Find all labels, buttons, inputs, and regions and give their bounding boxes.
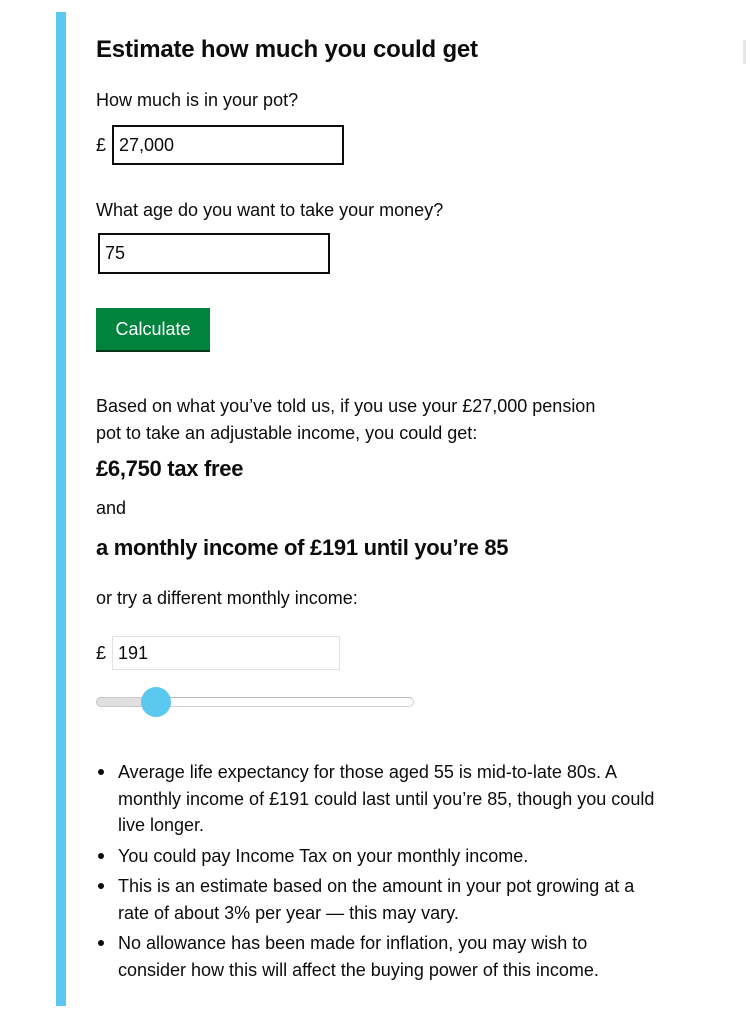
note-text: You could pay Income Tax on your monthly income.	[118, 845, 529, 866]
pot-input[interactable]	[112, 125, 344, 165]
try-different-label: or try a different monthly income:	[96, 588, 358, 608]
age-label: What age do you want to take your money?	[96, 200, 444, 220]
result-intro-line2: pot to take an adjustable income, you could get:	[96, 423, 478, 443]
monthly-income-slider[interactable]	[96, 690, 416, 714]
pot-input-row	[96, 125, 344, 165]
list-item	[96, 930, 656, 983]
tax-free-amount: £6,750 tax free	[96, 456, 244, 481]
result-intro	[96, 393, 595, 447]
age-input-row	[98, 233, 330, 274]
list-item	[96, 759, 656, 839]
note-text: This is an estimate based on the amount in your pot growing at a rate of about 3% per year — this may vary.	[118, 876, 635, 923]
pot-label: How much is in your pot?	[96, 90, 299, 110]
note-text: No allowance has been made for inflation, you may wish to consider how this will affect the buying power of this income.	[118, 933, 599, 980]
income-input-row	[96, 636, 340, 670]
monthly-income-result: a monthly income of £191 until you’re 85	[96, 535, 509, 560]
and-text: and	[96, 498, 127, 518]
calculate-button[interactable]: Calculate	[96, 308, 210, 350]
bullet-icon	[98, 769, 104, 775]
pound-sign: £	[96, 642, 107, 663]
accent-bar	[56, 12, 66, 1006]
notes-list	[96, 759, 656, 987]
bullet-icon	[98, 853, 104, 859]
pound-sign: £	[96, 134, 107, 155]
list-item	[96, 873, 656, 926]
result-intro-line1: Based on what you’ve told us, if you use your £27,000 pension	[96, 396, 596, 416]
page-title: Estimate how much you could get	[96, 36, 478, 63]
bullet-icon	[98, 883, 104, 889]
age-input[interactable]	[98, 233, 330, 274]
monthly-income-input[interactable]	[112, 636, 340, 670]
note-text: Average life expectancy for those aged 55 is mid-to-late 80s. A monthly income of £191 could last until you’re 85, though you could live longer.	[118, 762, 655, 835]
list-item	[96, 843, 656, 870]
bullet-icon	[98, 940, 104, 946]
slider-thumb[interactable]	[141, 687, 171, 717]
